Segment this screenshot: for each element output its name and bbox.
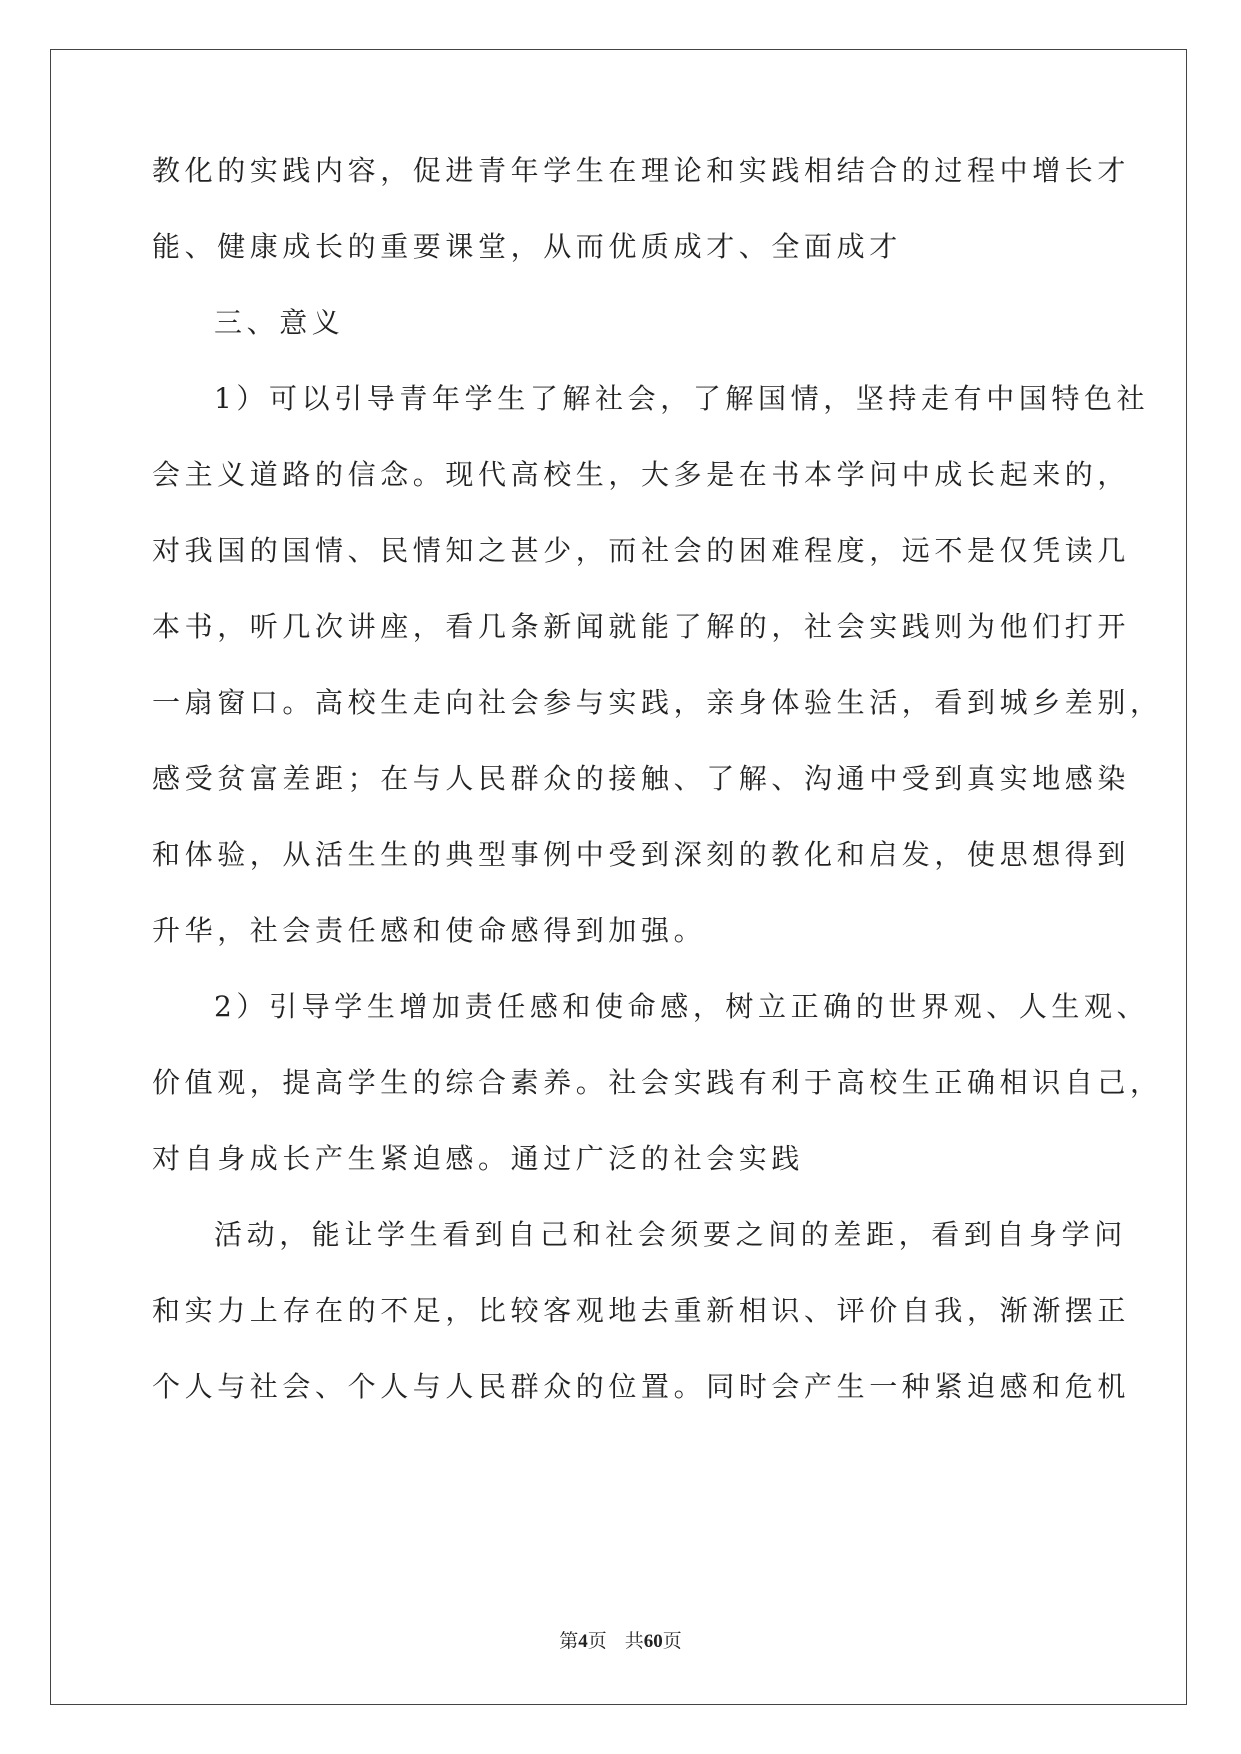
text-line: 教化的实践内容，促进青年学生在理论和实践相结合的过程中增长才 [152, 154, 1131, 187]
total-pages: 60 [643, 1631, 663, 1652]
page-suffix: 页 [587, 1631, 607, 1652]
text-line: 能、健康成长的重要课堂，从而优质成才、全面成才 [152, 230, 902, 263]
text-line: 活动，能让学生看到自己和社会须要之间的差距，看到自身学问 [214, 1218, 1127, 1251]
text-line: 个人与社会、个人与人民群众的位置。同时会产生一种紧迫感和危机 [152, 1370, 1131, 1403]
text-line: 1）可以引导青年学生了解社会，了解国情，坚持走有中国特色社 [214, 382, 1150, 415]
text-line: 一扇窗口。高校生走向社会参与实践，亲身体验生活，看到城乡差别， [152, 686, 1163, 719]
page-footer [0, 1626, 1241, 1653]
text-line: 会主义道路的信念。现代高校生，大多是在书本学问中成长起来的， [152, 458, 1131, 491]
text-line: 本书，听几次讲座，看几条新闻就能了解的，社会实践则为他们打开 [152, 610, 1131, 643]
text-line: 价值观，提高学生的综合素养。社会实践有利于高校生正确相识自己， [152, 1066, 1163, 1099]
text-line: 和实力上存在的不足，比较客观地去重新相识、评价自我，渐渐摆正 [152, 1294, 1131, 1327]
total-prefix: 共 [624, 1631, 644, 1652]
page-prefix: 第 [559, 1631, 579, 1652]
text-line: 和体验，从活生生的典型事例中受到深刻的教化和启发，使思想得到 [152, 838, 1131, 871]
text-line: 2）引导学生增加责任感和使命感，树立正确的世界观、人生观、 [214, 990, 1150, 1023]
total-suffix: 页 [662, 1631, 682, 1652]
text-line: 感受贫富差距；在与人民群众的接触、了解、沟通中受到真实地感染 [152, 762, 1131, 795]
text-line: 升华，社会责任感和使命感得到加强。 [152, 914, 707, 947]
text-line: 对自身成长产生紧迫感。通过广泛的社会实践 [152, 1142, 805, 1175]
page-number: 4 [578, 1631, 588, 1652]
page-border [50, 49, 1187, 1705]
section-heading: 三、意义 [214, 306, 345, 339]
text-line: 对我国的国情、民情知之甚少，而社会的困难程度，远不是仅凭读几 [152, 534, 1131, 567]
